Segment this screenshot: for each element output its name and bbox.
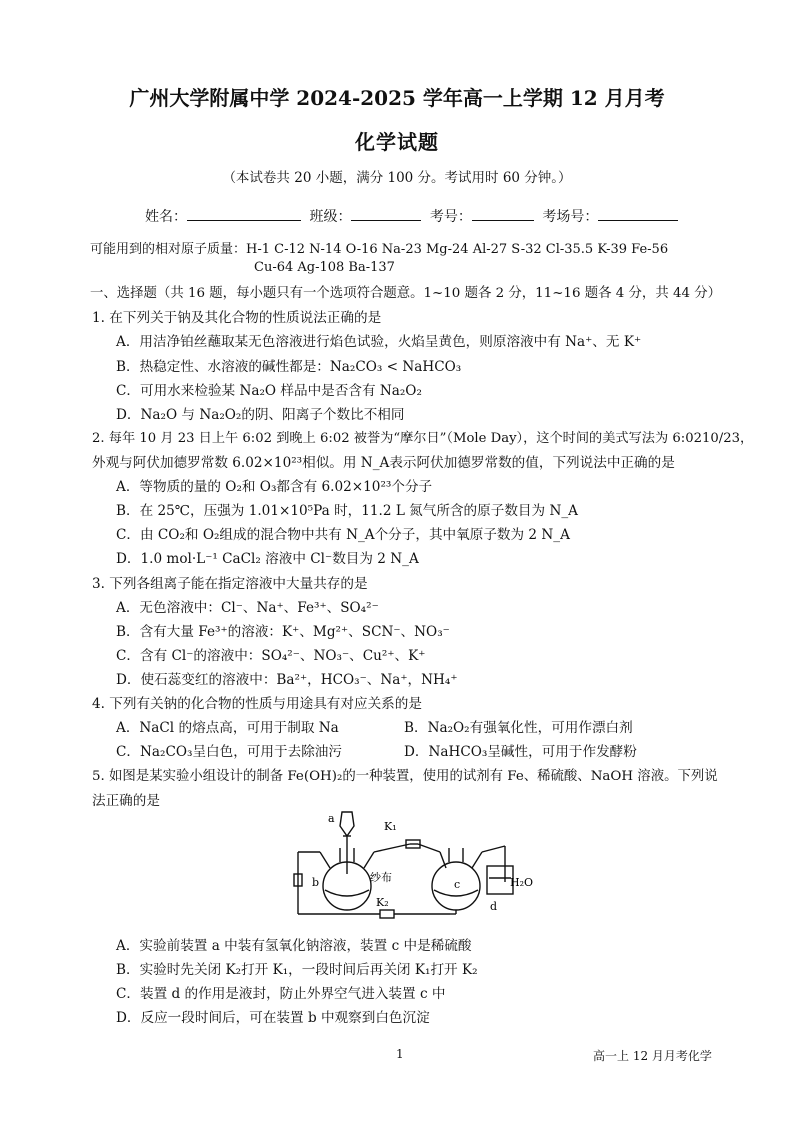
exam-title: 广州大学附属中学 2024-2025 学年高一上学期 12 月月考 (129, 86, 665, 110)
q5-option-b: B．实验时先关闭 K₂打开 K₁，一段时间后再关闭 K₁打开 K₂ (116, 962, 478, 978)
q4-stem: 4. 下列有关钠的化合物的性质与用途具有对应关系的是 (92, 696, 422, 712)
q3-stem: 3. 下列各组离子能在指定溶液中大量共存的是 (92, 576, 368, 592)
room-label: 考场号： (542, 209, 599, 225)
separatory-funnel-icon (340, 812, 354, 836)
q4-option-a: A．NaCl 的熔点高，可用于制取 Na (116, 720, 339, 736)
q5-stem-2: 法正确的是 (92, 793, 160, 809)
atomic-mass-label: 可能用到的相对原子质量： (90, 242, 247, 257)
class-blank (351, 206, 421, 221)
label-d: d (490, 900, 498, 913)
q5-option-c: C．装置 d 的作用是液封，防止外界空气进入装置 c 中 (116, 986, 446, 1002)
q5-option-a: A．实验前装置 a 中装有氢氧化钠溶液，装置 c 中是稀硫酸 (116, 938, 472, 954)
q5-option-d: D．反应一段时间后，可在装置 b 中观察到白色沉淀 (116, 1010, 430, 1026)
exam-subtitle: 化学试题 (355, 130, 439, 154)
footer-course: 高一上 12 月月考化学 (593, 1049, 712, 1063)
q2-stem-1: 2. 每年 10 月 23 日上午 6:02 到晚上 6:02 被誉为“摩尔日”（Mole Day），这个时间的美式写法为 6:0210/23， (92, 431, 754, 446)
q4-option-c: C．Na₂CO₃呈白色，可用于去除油污 (116, 744, 342, 760)
label-water: H₂O (510, 876, 534, 889)
q4-option-d: D．NaHCO₃呈碱性，可用于作发酵粉 (404, 744, 637, 760)
q1-option-c: C．可用水来检验某 Na₂O 样品中是否含有 Na₂O₂ (116, 383, 422, 399)
q3-option-c: C．含有 Cl⁻的溶液中：SO₄²⁻、NO₃⁻、Cu²⁺、K⁺ (116, 648, 426, 664)
q2-stem-2: 外观与阿伏加德罗常数 6.02×10²³相似。用 N_A表示阿伏加德罗常数的值，下列说法中正确的是 (92, 455, 675, 471)
label-b: b (312, 876, 320, 889)
atomic-mass-line1 (90, 238, 668, 257)
atomic-mass-values-1: H-1 C-12 N-14 O-16 Na-23 Mg-24 Al-27 S-32 Cl-35.5 K-39 Fe-56 (246, 242, 669, 257)
exam-note: （本试卷共 20 小题，满分 100 分。考试用时 60 分钟。） (222, 170, 572, 186)
q4-option-b: B．Na₂O₂有强氧化性，可用作漂白剂 (404, 720, 633, 736)
q2-option-d: D．1.0 mol·L⁻¹ CaCl₂ 溶液中 Cl⁻数目为 2 N_A (116, 551, 419, 567)
q1-stem: 1. 在下列关于钠及其化合物的性质说法正确的是 (92, 310, 382, 326)
label-cloth: 纱布 (370, 871, 392, 884)
q2-option-a: A．等物质的量的 O₂和 O₃都含有 6.02×10²³个分子 (116, 479, 433, 495)
label-k2: K₂ (376, 896, 389, 909)
id-label: 考号： (429, 209, 472, 225)
name-label: 姓名： (145, 209, 187, 225)
q1-option-a: A．用洁净铂丝蘸取某无色溶液进行焰色试验，火焰呈黄色，则原溶液中有 Na⁺、无 K⁺ (116, 334, 642, 350)
q5-stem-1: 5. 如图是某实验小组设计的制备 Fe(OH)₂的一种装置，使用的试剂有 Fe、稀硫酸、NaOH 溶液。下列说 (92, 769, 718, 784)
atomic-mass-values-2: Cu-64 Ag-108 Ba-137 (254, 260, 395, 275)
q1-option-d: D．Na₂O 与 Na₂O₂的阴、阳离子个数比不相同 (116, 407, 405, 423)
k2-valve-icon (380, 910, 394, 918)
student-info-row (145, 206, 682, 226)
page-number: 1 (396, 1047, 404, 1061)
q3-option-b: B．含有大量 Fe³⁺的溶液：K⁺、Mg²⁺、SCN⁻、NO₃⁻ (116, 624, 450, 640)
q2-option-c: C．由 CO₂和 O₂组成的混合物中共有 N_A个分子，其中氧原子数为 2 N_A (116, 527, 570, 543)
q3-option-d: D．使石蕊变红的溶液中：Ba²⁺，HCO₃⁻、Na⁺，NH₄⁺ (116, 672, 458, 688)
q3-option-a: A．无色溶液中：Cl⁻、Na⁺、Fe³⁺、SO₄²⁻ (116, 600, 379, 616)
room-blank (598, 206, 678, 221)
name-blank (187, 206, 301, 221)
q2-option-b: B．在 25℃，压强为 1.01×10⁵Pa 时，11.2 L 氮气所含的原子数目为 N_A (116, 503, 578, 519)
label-a: a (328, 812, 335, 825)
class-label: 班级： (309, 209, 352, 225)
q1-option-b: B．热稳定性、水溶液的碱性都是：Na₂CO₃ < NaHCO₃ (116, 359, 462, 375)
label-k1: K₁ (384, 820, 397, 833)
id-blank (472, 206, 534, 221)
section-heading: 一、选择题（共 16 题，每小题只有一个选项符合题意。1~10 题各 2 分，11~16 题各 4 分，共 44 分） (90, 286, 722, 301)
label-c: c (454, 878, 461, 891)
apparatus-diagram (290, 806, 540, 921)
